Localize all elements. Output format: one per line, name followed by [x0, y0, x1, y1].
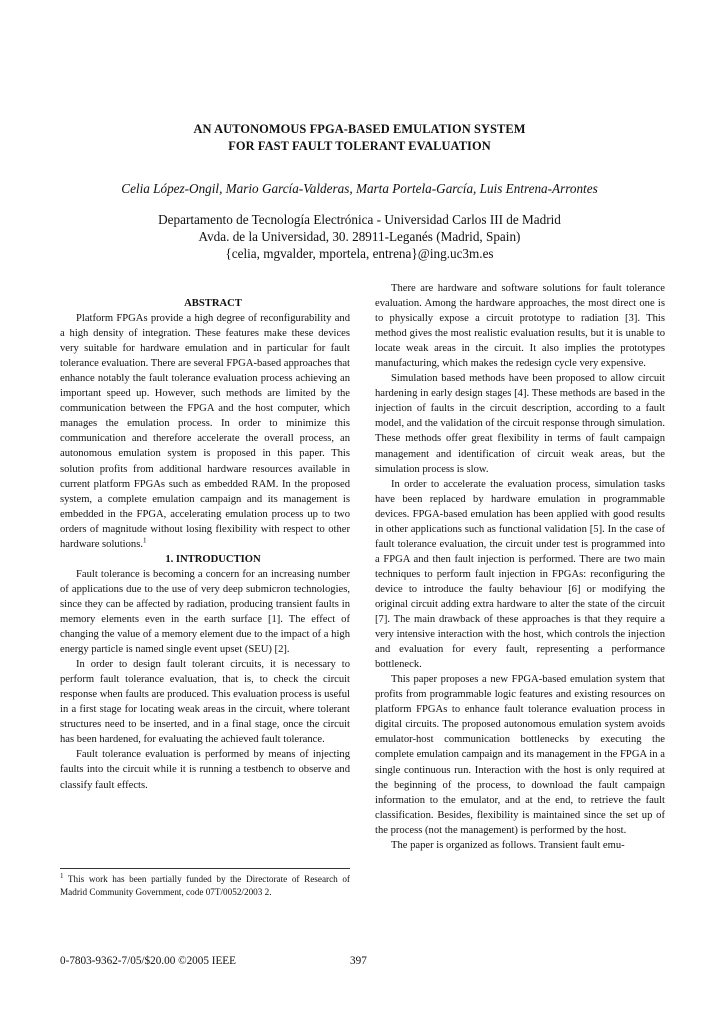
footnote — [60, 873, 350, 899]
copyright-line: 0-7803-9362-7/05/$20.00 ©2005 IEEE — [60, 955, 236, 967]
paper-title — [0, 121, 719, 155]
right-paragraph-5: The paper is organized as follows. Transient fault emu- — [391, 839, 625, 851]
title-line-1: AN AUTONOMOUS FPGA-BASED EMULATION SYSTEM — [193, 122, 526, 136]
affiliation-address: Avda. de la Universidad, 30. 28911-Leganés (Madrid, Spain) — [198, 229, 521, 245]
footnote-mark: 1 — [60, 871, 64, 880]
right-paragraph-2: Simulation based methods have been proposed to allow circuit hardening in early design stages [4]. These methods are based in the injection of faults in the circuit description, according to a fault model, and the validation of the circuit response through simulation. These methods offer great flexibility in terms of fault campaign management and identification of circuit weak areas, but the simulation process is slow. — [375, 373, 665, 475]
intro-paragraph-1: Fault tolerance is becoming a concern for an increasing number of applications due to the use of very deep submicron technologies, since they can be affected by radiation, producing transient faults in memory elements even in the earth surface [1]. The effect of changing the value of a memory element due to the impact of a high energy particle is named single event upset (SEU) [2]. — [60, 568, 350, 656]
affiliation-department: Departamento de Tecnología Electrónica - Universidad Carlos III de Madrid — [158, 212, 561, 227]
footnote-marker: 1 — [142, 536, 147, 545]
page-number: 397 — [350, 955, 367, 967]
left-column — [60, 296, 350, 793]
right-paragraph-4: This paper proposes a new FPGA-based emulation system that profits from programmable logic features and existing resources on platform FPGAs to enhance fault tolerance evaluation process in digital circuits. The proposed autonomous emulation system avoids emulator-host communication bottlenecks by executing the complete emulation campaign and its management in the FPGA in a single continuous run. Interaction with the host is only required at the beginning of the process, to download the fault campaign information to the emulator, and at the end, to retrieve the fault classification. Besides, flexibility is maintained since the set up of the process (not the management) is performed by the host. — [375, 674, 665, 836]
footnote-divider — [60, 868, 350, 869]
introduction-heading: 1. INTRODUCTION — [165, 553, 261, 565]
right-column — [375, 281, 665, 853]
intro-paragraph-2: In order to design fault tolerant circuits, it is necessary to perform fault tolerance evaluation, that is, to check the circuit response when faults are produced. This evaluation process is useful in a first stage for locating weak areas in the circuit, where tolerant structures need to be inserted, and in a final stage, once the circuit has been hardened, for evaluating the achieved fault tolerance. — [60, 659, 350, 746]
title-line-2: FOR FAST FAULT TOLERANT EVALUATION — [228, 139, 491, 153]
affiliation — [0, 211, 719, 263]
abstract-text: Platform FPGAs provide a high degree of reconfigurability and a high density of integration. These features make these devices very suitable for hardware emulation and in particular for fault tolerance evaluation. There are several FPGA-based approaches that enhance notably the fault tolerance evaluation process achieving an important speed up. However, such methods are limited by the communication between the FPGA and the host computer, which manages the emulation process. In order to minimize this communication and therefore accelerate the overall process, an autonomous emulation system is proposed in this paper. This solution profits from additional hardware resources available in current platform FPGAs such as embedded RAM. In the proposed system, a complete emulation campaign and its management is embedded in the FPGA, accelerating emulation process up to two orders of magnitude without losing flexibility with respect to other hardware solutions.$^1$ — [60, 313, 350, 550]
intro-paragraph-3: Fault tolerance evaluation is performed by means of injecting faults into the circuit while it is running a testbench to observe and classify fault effects. — [60, 749, 350, 791]
author-list: Celia López-Ongil, Mario García-Valderas, Marta Portela-García, Luis Entrena-Arrontes — [121, 181, 598, 196]
footnote-text: This work has been partially funded by the Directorate of Research of Madrid Community Government, code 07T/0052/2003 2. — [60, 874, 350, 898]
affiliation-emails: {celia, mgvalder, mportela, entrena}@ing.uc3m.es — [225, 246, 494, 262]
right-paragraph-1: There are hardware and software solutions for fault tolerance evaluation. Among the hardware approaches, the most direct one is to physically expose a circuit prototype to radiation [3]. This method gives the most realistic evaluation results, but it is unable to locate weak areas in the circuit. It also implies the prototypes manufacturing, which makes the redesign cycle very expensive. — [375, 283, 665, 370]
abstract-heading: ABSTRACT — [184, 298, 242, 309]
right-paragraph-3: In order to accelerate the evaluation process, simulation tasks have been replaced by hardware emulation in programmable devices. FPGA-based emulation has been applied with good results in other applications such as functional validation [5]. In the case of fault tolerance evaluation, the circuit under test is programmed into a FPGA and then fault injection is performed. There are two main techniques to perform fault injection in FPGAs: reconfiguring the device to introduce the faulty behaviour [6] or modifying the original circuit adding extra hardware to alter the state of the circuit [7]. The main drawback of these approaches is that they require a very intensive interaction with the host, which controls the injection and evaluation for every fault, representing a performance bottleneck. — [375, 478, 665, 671]
